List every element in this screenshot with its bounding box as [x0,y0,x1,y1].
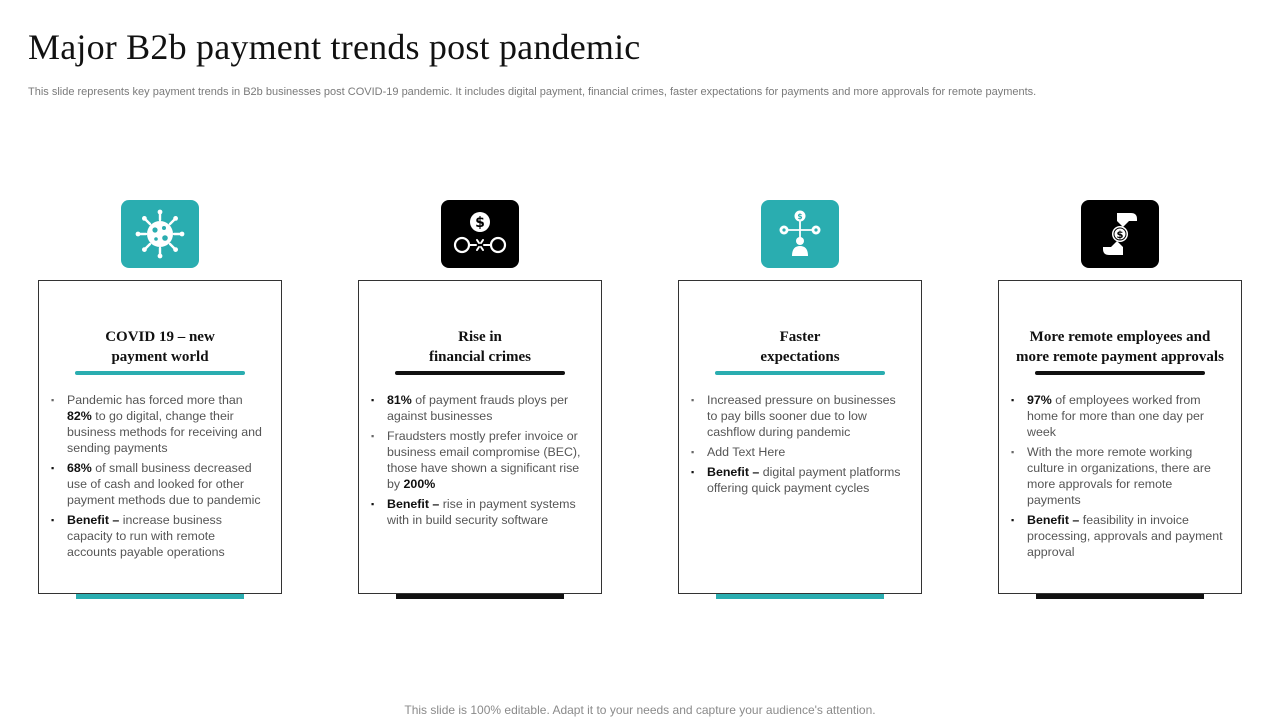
svg-text:$: $ [1116,230,1124,241]
card-title: COVID 19 – new payment world [105,329,215,365]
card-bottom-bar [76,594,244,599]
dollar-handcuffs-icon [453,209,507,259]
footer-note: This slide is 100% editable. Adapt it to your needs and capture your audience's attention. [404,703,876,717]
bullet-list [1011,392,1227,564]
list-item: ▪ 81% of payment frauds ploys per against businesses [371,392,587,424]
bullet-list [51,392,267,564]
card-icon-box [761,200,839,268]
card-bottom-bar [396,594,564,599]
card-faster-expectations [678,280,922,594]
title-underline [715,371,885,375]
card-title: More remote employees and more remote payment approvals [1016,329,1224,365]
page-subtitle: This slide represents key payment trends in B2b businesses post COVID-19 pandemic. It includes digital payment, financial crimes, faster expectations for payments and more approvals for remote payments. [28,86,1037,98]
title-underline [75,371,245,375]
page-title: Major B2b payment trends post pandemic [28,27,641,67]
svg-text:$: $ [475,215,485,231]
card-remote-employees [998,280,1242,594]
hands-coin-icon [1095,209,1145,259]
card-title: Rise in financial crimes [428,329,532,365]
card-bottom-bar [1036,594,1204,599]
list-item: ▪ Benefit – rise in payment systems with in build security software [371,496,587,528]
list-item: ▪ Increased pressure on businesses to pay bills sooner due to low cashflow during pandemic [691,392,907,440]
list-item: ▪ With the more remote working culture in organizations, there are more approvals for remote payments [1011,444,1227,508]
card-icon-box [441,200,519,268]
title-underline [1035,371,1205,375]
card-bottom-bar [716,594,884,599]
list-item: ▪ Fraudsters mostly prefer invoice or business email compromise (BEC), those have shown a significant rise by 200% [371,428,587,492]
list-item: ▪ Benefit – feasibility in invoice processing, approvals and payment approval [1011,512,1227,560]
list-item: ▪ Benefit – increase business capacity to run with remote accounts payable operations [51,512,267,560]
list-item: ▪ Add Text Here [691,444,907,460]
virus-icon [135,209,185,259]
list-item: ▪ Pandemic has forced more than 82% to go digital, change their business methods for receiving and sending payments [51,392,267,456]
card-title: Faster expectations [760,329,840,365]
card-icon-box [1081,200,1159,268]
list-item: ▪ Benefit – digital payment platforms offering quick payment cycles [691,464,907,496]
bullet-list [691,392,907,500]
svg-text:$: $ [797,212,803,221]
card-covid [38,280,282,594]
payment-network-icon [775,209,825,259]
card-financial-crimes [358,280,602,594]
list-item: ▪ 97% of employees worked from home for more than one day per week [1011,392,1227,440]
card-icon-box [121,200,199,268]
list-item: ▪ 68% of small business decreased use of cash and looked for other payment methods due to pandemic [51,460,267,508]
title-underline [395,371,565,375]
bullet-list [371,392,587,532]
